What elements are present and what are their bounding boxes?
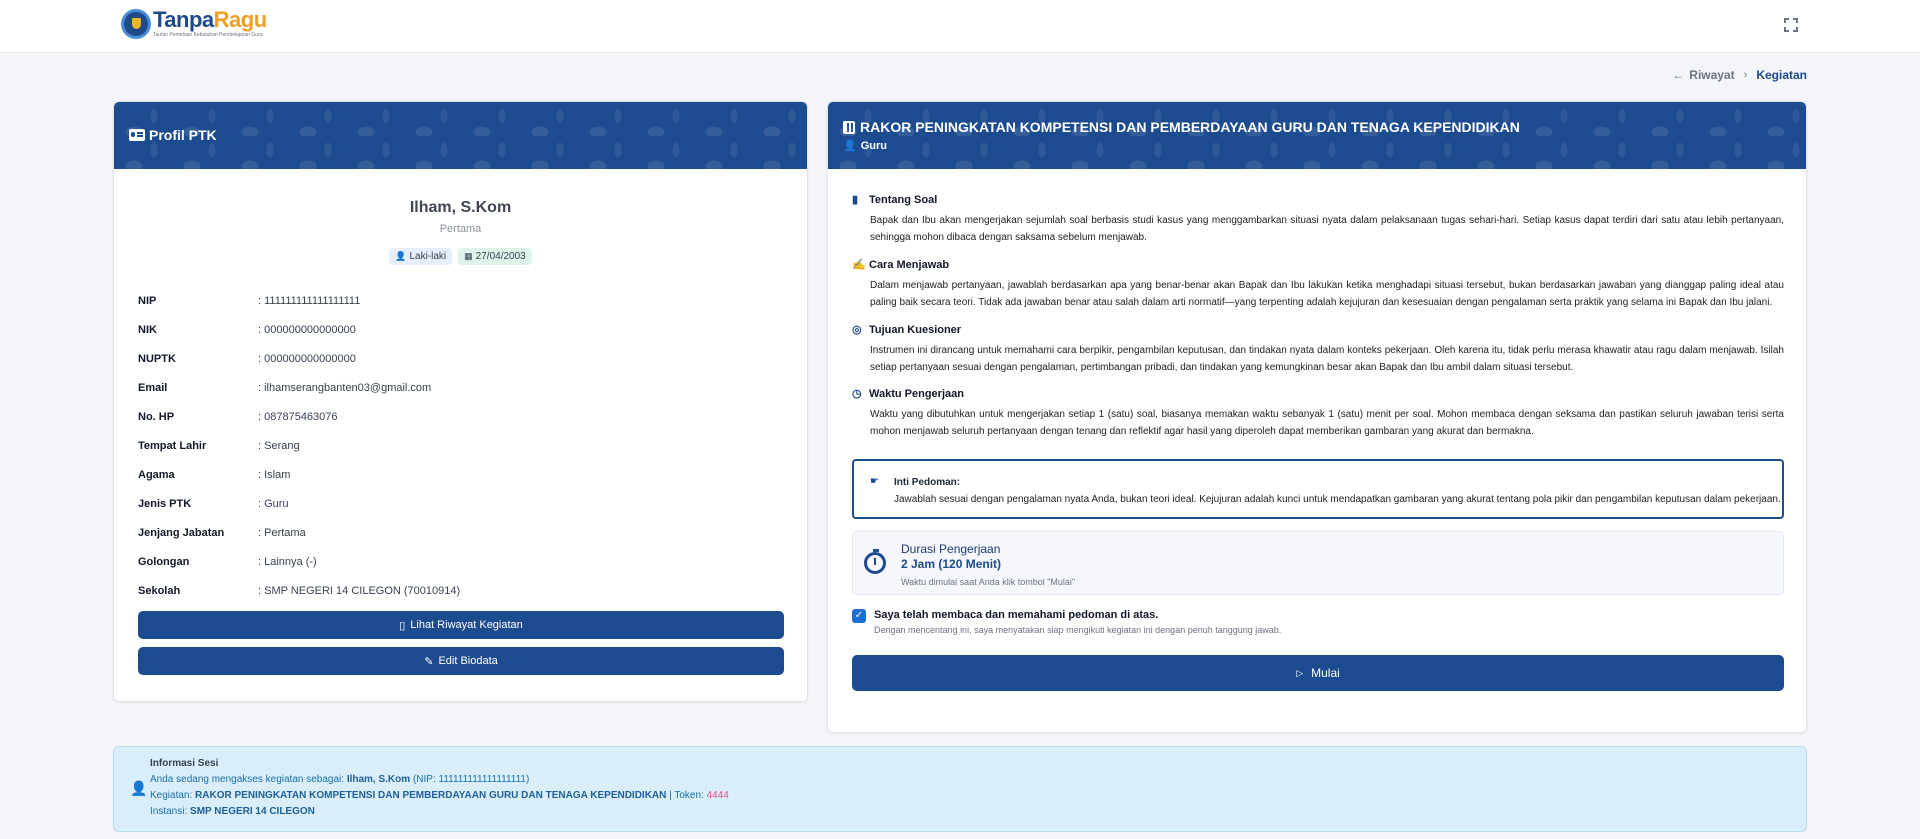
info-label: Golongan [138, 555, 190, 568]
arrow-left-icon: ← [1672, 68, 1685, 82]
info-label: NIP [138, 294, 157, 307]
book-open-icon: ▯ [399, 619, 406, 632]
info-row [138, 344, 778, 373]
core-guideline-box [852, 459, 1784, 519]
section-body: Waktu yang dibutuhkan untuk mengerjakan setiap 1 (satu) soal, biasanya memakan waktu sebanyak 1 (satu) menit per soal. Mohon membaca dengan seksama dan pastikan seluruh jawaban terisi serta mohon menjawab seluruh pertanyaan dengan tenang dan reflektif agar hasil yang diperoleh dapat memberikan gambaran yang akurat dan bermakna. [870, 409, 1784, 437]
profile-card-title: Profil PTK [149, 127, 217, 143]
pencil-icon: ✎ [424, 655, 434, 668]
consent-label[interactable]: Saya telah membaca dan memahami pedoman di atas. [874, 609, 1159, 621]
breadcrumb-riwayat-link[interactable]: Riwayat [1689, 68, 1735, 82]
info-label: NUPTK [138, 352, 176, 365]
section-title: Tujuan Kuesioner [869, 323, 962, 336]
duration-box [852, 531, 1784, 595]
info-value: : 111111111111111111 [258, 294, 361, 307]
hand-pointer-icon: ☛ [870, 476, 879, 487]
profile-info-table [138, 286, 778, 605]
info-value: : Serang [258, 439, 300, 452]
id-card-icon [129, 129, 145, 141]
user-edit-icon: ✍ [852, 259, 866, 271]
duration-label: Durasi Pengerjaan [901, 542, 1001, 556]
duration-value: 2 Jam (120 Menit) [901, 557, 1002, 571]
core-guideline-text: Jawablah sesuai dengan pengalaman nyata Anda, bukan teori ideal. Kejujuran adalah kunci untuk mendapatkan gambaran yang akurat tentang pola pikir dan pengambilan keputusan dalam pekerjaan. [894, 494, 1781, 505]
edit-biodata-button[interactable]: ✎ Edit Biodata [138, 647, 784, 675]
consent-note: Dengan mencentang ini, saya menyatakan siap mengikuti kegiatan ini dengan penuh tanggung jawab. [874, 625, 1282, 635]
breadcrumb-current: Kegiatan [1756, 68, 1807, 82]
section-title: Waktu Pengerjaan [869, 387, 964, 400]
section-tentang-soal [852, 193, 1784, 246]
birthdate-badge: ▦ 27/04/2003 [458, 248, 532, 265]
profile-card [113, 101, 808, 702]
app-logo[interactable] [121, 9, 267, 39]
logo-tagline: Tautan Pemetaan Kebutuhan Pembelajaran Guru [153, 32, 263, 38]
user-icon: 👤 [395, 251, 407, 261]
info-row [138, 373, 778, 402]
info-row [138, 489, 778, 518]
calendar-icon [843, 121, 855, 134]
profile-card-header [114, 102, 807, 169]
section-body: Instrumen ini dirancang untuk memahami cara berpikir, pengambilan keputusan, dan tindakan nyata dalam konteks pekerjaan. Oleh karena itu, tidak perlu merasa khawatir atau ragu dalam menjawab. Isilah setiap pertanyaan sesuai dengan pengalaman, pertimbangan pribadi, dan tindakan yang kemungkinan besar akan Bapak dan Ibu ambil dalam situasi tersebut. [870, 345, 1784, 373]
clock-icon: ◷ [852, 388, 862, 400]
info-label: Agama [138, 468, 175, 481]
section-title: Tentang Soal [869, 193, 938, 206]
logo-text-ragu: Ragu [213, 7, 267, 32]
activity-role: Guru [860, 139, 887, 152]
info-value: : ilhamserangbanten03@gmail.com [258, 381, 432, 394]
session-info-panel [113, 746, 1807, 832]
info-value: : 000000000000000 [258, 352, 356, 365]
info-row [138, 547, 778, 576]
play-icon: ▷ [1296, 667, 1304, 678]
info-value: : Islam [258, 468, 291, 481]
consent-checkbox[interactable]: ✓ [852, 609, 866, 623]
info-row [138, 315, 778, 344]
section-body: Dalam menjawab pertanyaan, jawablah berdasarkan apa yang benar-benar akan Bapak dan Ibu lakukan ketika menghadapi situasi tersebut, bukan berdasarkan jawaban yang dianggap paling ideal atau paling baik secara teori. Tidak ada jawaban benar atau salah dalam arti normatif—yang terpenting adalah kejujuran dan kesesuaian dengan pengalaman serta praktik yang selama ini Bapak dan Ibu jalani. [870, 280, 1784, 308]
info-row [138, 286, 778, 315]
top-navbar [0, 0, 1920, 53]
info-label: Jenjang Jabatan [138, 526, 225, 539]
activity-title: RAKOR PENINGKATAN KOMPETENSI DAN PEMBERDAYAAN GURU DAN TENAGA KEPENDIDIKAN [860, 119, 1520, 135]
start-button[interactable]: ▷ Mulai [852, 655, 1784, 691]
stopwatch-icon [864, 552, 886, 574]
breadcrumb [1672, 68, 1807, 82]
user-icon: 👤 [130, 780, 148, 796]
section-cara-menjawab [852, 258, 1784, 311]
info-label: NIK [138, 323, 157, 336]
session-user-name: Ilham, S.Kom [346, 774, 411, 785]
info-label: Email [138, 381, 168, 394]
info-row [138, 402, 778, 431]
info-value: : 087875463076 [258, 410, 338, 423]
chevron-right-icon: › [1743, 69, 1748, 81]
info-value: : Guru [258, 497, 289, 510]
info-label: No. HP [138, 410, 175, 423]
profile-name: Ilham, S.Kom [409, 199, 512, 216]
profile-badges [114, 248, 807, 265]
info-row [138, 518, 778, 547]
session-institution-line: Instansi: SMP NEGERI 14 CILEGON [150, 806, 315, 817]
section-title: Cara Menjawab [869, 258, 950, 271]
info-label: Jenis PTK [138, 497, 192, 510]
info-row [138, 576, 778, 605]
session-token: 4444 [706, 790, 729, 801]
calendar-icon: ▦ [464, 251, 473, 261]
fullscreen-icon[interactable] [1783, 17, 1799, 33]
section-body: Bapak dan Ibu akan mengerjakan sejumlah soal berbasis studi kasus yang menggambarkan situasi nyata dalam pelaksanaan tugas sehari-hari. Setiap kasus dapat terdiri dari satu atau lebih pertanyaan, sehingga mohon dibaca dengan saksama sebelum menjawab. [870, 215, 1784, 243]
info-label: Sekolah [138, 584, 181, 597]
duration-note: Waktu dimulai saat Anda klik tombol "Mulai" [901, 577, 1076, 587]
session-activity-name: RAKOR PENINGKATAN KOMPETENSI DAN PEMBERDAYAAN GURU DAN TENAGA KEPENDIDIKAN [195, 790, 667, 801]
section-waktu-pengerjaan [852, 387, 1784, 440]
activity-card-header [828, 102, 1806, 169]
user-icon: 👤 [843, 140, 857, 152]
section-tujuan-kuesioner [852, 323, 1784, 376]
logo-emblem-icon [121, 9, 151, 39]
core-guideline-title: Inti Pedoman: [894, 477, 961, 488]
target-icon: ◎ [852, 324, 862, 336]
info-value: : Pertama [258, 526, 306, 539]
session-institution: SMP NEGERI 14 CILEGON [190, 806, 315, 817]
clipboard-icon: ▮ [852, 194, 859, 206]
session-user-line: Anda sedang mengakses kegiatan sebagai: Ilham, S.Kom (NIP: 111111111111111111) [150, 774, 530, 785]
activity-card [827, 101, 1807, 733]
profile-rank: Pertama [439, 223, 482, 235]
info-value: : Lainnya (-) [258, 555, 317, 568]
session-activity-line: Kegiatan: RAKOR PENINGKATAN KOMPETENSI DAN PEMBERDAYAAN GURU DAN TENAGA KEPENDIDIKAN | Token: 4444 [150, 790, 729, 801]
gender-badge: 👤 Laki-laki [389, 248, 452, 265]
info-label: Tempat Lahir [138, 439, 207, 452]
info-row [138, 460, 778, 489]
logo-text-tanpa: Tanpa [153, 7, 214, 32]
session-title: Informasi Sesi [150, 758, 219, 769]
info-value: : SMP NEGERI 14 CILEGON (70010914) [258, 584, 461, 597]
info-value: : 000000000000000 [258, 323, 356, 336]
view-history-button[interactable]: ▯ Lihat Riwayat Kegiatan [138, 611, 784, 639]
info-row [138, 431, 778, 460]
